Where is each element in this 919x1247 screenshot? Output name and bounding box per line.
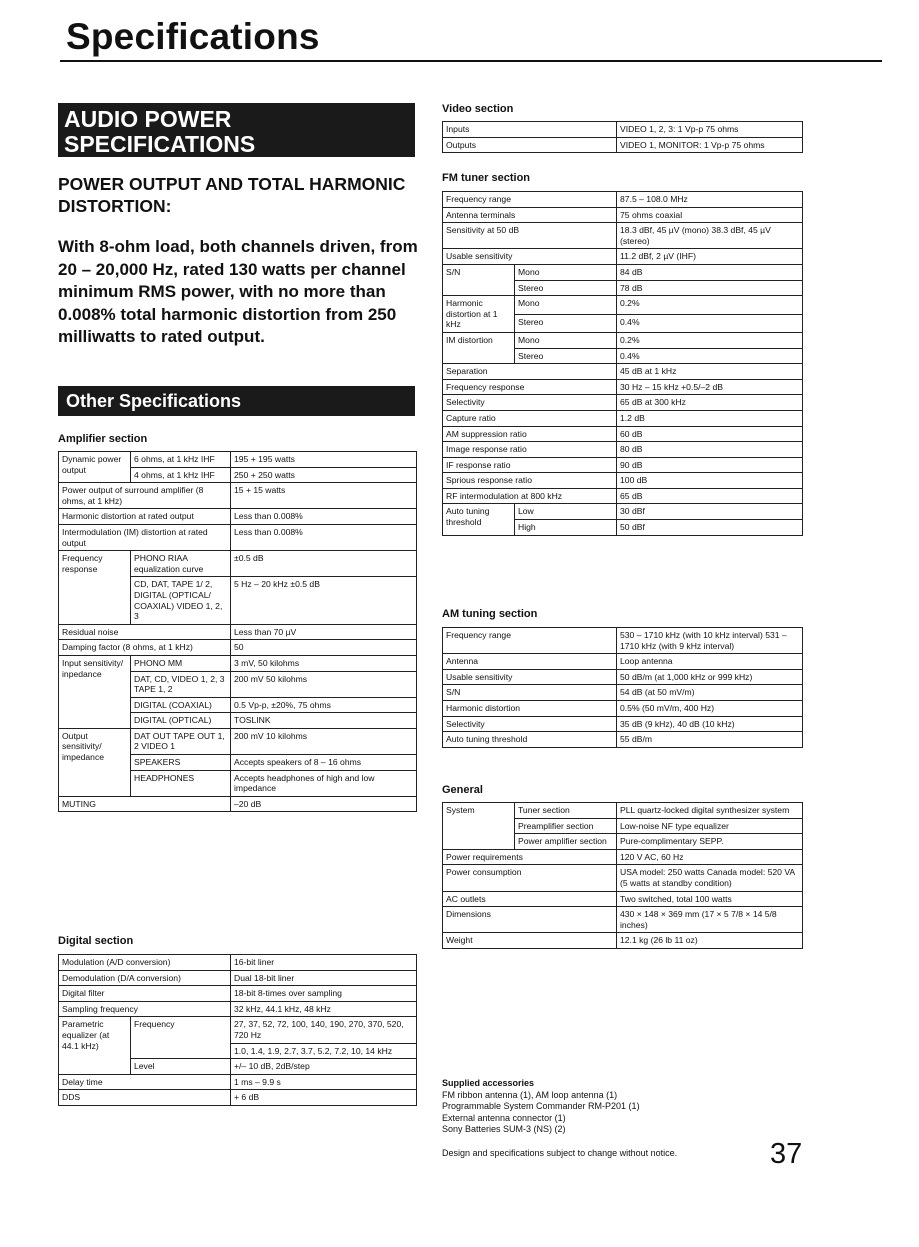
video-section-heading: Video section [442, 103, 514, 115]
table-cell: Low-noise NF type equalizer [617, 818, 803, 834]
table-cell: 530 – 1710 kHz (with 10 kHz interval) 531 – 1710 kHz (with 9 kHz interval) [617, 628, 803, 654]
table-cell: + 6 dB [231, 1090, 417, 1106]
table-cell: 32 kHz, 44.1 kHz, 48 kHz [231, 1001, 417, 1017]
table-cell: Tuner section [515, 803, 617, 819]
table-cell: 1 ms – 9.9 s [231, 1074, 417, 1090]
table-cell: 16-bit liner [231, 955, 417, 971]
table-cell: 65 dB at 300 kHz [617, 395, 803, 411]
table-cell: DAT OUT TAPE OUT 1, 2 VIDEO 1 [131, 728, 231, 754]
general-section-heading: General [442, 784, 483, 796]
table-cell: 0.2% [617, 296, 803, 314]
table-row [59, 955, 417, 971]
table-cell: 0.5% (50 mV/m, 400 Hz) [617, 700, 803, 716]
table-cell: Separation [443, 364, 617, 380]
table-cell: 55 dB/m [617, 732, 803, 748]
table-cell: Dual 18-bit liner [231, 970, 417, 986]
table-cell: 18.3 dBf, 45 µV (mono) 38.3 dBf, 45 µV (stereo) [617, 223, 803, 249]
table-cell: Sprious response ratio [443, 473, 617, 489]
table-cell: 0.4% [617, 314, 803, 332]
table-cell: Intermodulation (IM) distortion at rated output [59, 524, 231, 550]
table-cell: Delay time [59, 1074, 231, 1090]
table-cell: 65 dB [617, 488, 803, 504]
video-table [442, 121, 803, 153]
table-cell: Pure-complimentary SEPP. [617, 834, 803, 850]
table-cell: DIGITAL (OPTICAL) [131, 713, 231, 729]
table-cell: VIDEO 1, MONITOR: 1 Vp-p 75 ohms [617, 137, 803, 153]
table-cell: 1.2 dB [617, 410, 803, 426]
table-row [443, 364, 803, 380]
other-specifications-banner: Other Specifications [58, 386, 415, 416]
table-cell: 45 dB at 1 kHz [617, 364, 803, 380]
table-row [59, 655, 417, 671]
table-cell: 15 + 15 watts [231, 483, 417, 509]
table-row [443, 907, 803, 933]
table-row [443, 803, 803, 819]
table-row [59, 452, 417, 468]
table-cell: Power output of surround amplifier (8 ohms, at 1 kHz) [59, 483, 231, 509]
table-cell: USA model: 250 watts Canada model: 520 VA (5 watts at standby condition) [617, 865, 803, 891]
table-cell: 430 × 148 × 369 mm (17 × 5 7/8 × 14 5/8 inches) [617, 907, 803, 933]
table-cell: RF intermodulation at 800 kHz [443, 488, 617, 504]
table-cell: Stereo [515, 314, 617, 332]
power-output-statement: With 8-ohm load, both channels driven, from 20 – 20,000 Hz, rated 130 watts per channel minimum RMS power, with no more than 0.008% total harmonic distortion from 250 milliwatts to rated output. [58, 237, 418, 346]
table-cell: Frequency range [443, 628, 617, 654]
table-cell: Dynamic power output [59, 452, 131, 483]
list-item: Programmable System Commander RM-P201 (1) [442, 1101, 640, 1111]
table-row [443, 473, 803, 489]
table-cell: Power consumption [443, 865, 617, 891]
general-table [442, 802, 803, 949]
table-cell: CD, DAT, TAPE 1/ 2, DIGITAL (OPTICAL/ COAXIAL) VIDEO 1, 2, 3 [131, 577, 231, 624]
table-cell: 18-bit 8-times over sampling [231, 986, 417, 1002]
table-cell: 50 dBf [617, 520, 803, 536]
table-row [443, 223, 803, 249]
table-cell: 50 [231, 640, 417, 656]
table-row [59, 970, 417, 986]
table-cell: 4 ohms, at 1 kHz IHF [131, 467, 231, 483]
table-cell: System [443, 803, 515, 850]
table-cell: 80 dB [617, 442, 803, 458]
table-cell: Auto tuning threshold [443, 732, 617, 748]
table-cell: Loop antenna [617, 654, 803, 670]
table-row [443, 137, 803, 153]
table-row [443, 249, 803, 265]
table-row [443, 685, 803, 701]
table-row [59, 551, 417, 577]
table-cell: DAT, CD, VIDEO 1, 2, 3 TAPE 1, 2 [131, 671, 231, 697]
table-cell: High [515, 520, 617, 536]
table-row [443, 669, 803, 685]
table-cell: Mono [515, 296, 617, 314]
table-cell: Harmonic distortion at 1 kHz [443, 296, 515, 333]
table-row [59, 483, 417, 509]
table-cell: 84 dB [617, 264, 803, 280]
table-row [443, 192, 803, 208]
table-cell: Stereo [515, 280, 617, 296]
table-row [59, 624, 417, 640]
table-cell: Power requirements [443, 849, 617, 865]
table-cell: Parametric equalizer (at 44.1 kHz) [59, 1017, 131, 1074]
table-row [443, 122, 803, 138]
page-title: Specifications [66, 16, 320, 57]
table-row [59, 796, 417, 812]
table-cell: Level [131, 1059, 231, 1075]
table-cell: 0.5 Vp-p, ±20%, 75 ohms [231, 697, 417, 713]
table-cell: 200 mV 50 kilohms [231, 671, 417, 697]
table-row [443, 296, 803, 314]
audio-power-banner-text: AUDIO POWER SPECIFICATIONS [64, 106, 256, 157]
table-row [443, 700, 803, 716]
table-cell: Harmonic distortion at rated output [59, 509, 231, 525]
table-cell: S/N [443, 685, 617, 701]
table-cell: 78 dB [617, 280, 803, 296]
table-cell: 3 mV, 50 kilohms [231, 655, 417, 671]
fm-section-heading: FM tuner section [442, 172, 531, 184]
list-item: FM ribbon antenna (1), AM loop antenna (1) [442, 1089, 618, 1100]
table-cell: Accepts headphones of high and low impedance [231, 770, 417, 796]
table-cell: Modulation (A/D conversion) [59, 955, 231, 971]
table-cell: Digital filter [59, 986, 231, 1002]
table-cell: 195 + 195 watts [231, 452, 417, 468]
table-row [59, 1017, 417, 1043]
title-rule [60, 60, 882, 62]
page-number: 37 [770, 1138, 803, 1170]
table-cell: Capture ratio [443, 410, 617, 426]
table-cell: Input sensitivity/ inpedance [59, 655, 131, 728]
table-cell: Selectivity [443, 716, 617, 732]
am-section-heading: AM tuning section [442, 608, 538, 620]
table-row [443, 207, 803, 223]
table-row [443, 933, 803, 949]
table-cell: Frequency response [443, 379, 617, 395]
table-row [443, 442, 803, 458]
table-cell: 5 Hz – 20 kHz ±0.5 dB [231, 577, 417, 624]
table-cell: Output sensitivity/ impedance [59, 728, 131, 796]
table-cell: 100 dB [617, 473, 803, 489]
table-cell: 0.4% [617, 348, 803, 364]
table-cell: Damping factor (8 ohms, at 1 kHz) [59, 640, 231, 656]
table-cell: Usable sensitivity [443, 249, 617, 265]
table-cell: Antenna terminals [443, 207, 617, 223]
table-cell: 6 ohms, at 1 kHz IHF [131, 452, 231, 468]
table-cell: Antenna [443, 654, 617, 670]
table-cell: 0.2% [617, 332, 803, 348]
table-row [59, 524, 417, 550]
table-row [443, 628, 803, 654]
table-row [443, 332, 803, 348]
table-row [443, 457, 803, 473]
digital-section-heading: Digital section [58, 935, 134, 947]
table-cell: –20 dB [231, 796, 417, 812]
table-cell: Low [515, 504, 617, 520]
list-item: Sony Batteries SUM-3 (NS) (2) [442, 1124, 566, 1134]
table-cell: AM suppression ratio [443, 426, 617, 442]
table-cell: 75 ohms coaxial [617, 207, 803, 223]
fm-table [442, 191, 803, 536]
table-cell: 200 mV 10 kilohms [231, 728, 417, 754]
table-cell: 60 dB [617, 426, 803, 442]
table-cell: 12.1 kg (26 lb 11 oz) [617, 933, 803, 949]
table-cell: Less than 0.008% [231, 524, 417, 550]
table-cell: HEADPHONES [131, 770, 231, 796]
table-cell: Less than 0.008% [231, 509, 417, 525]
amplifier-section-heading: Amplifier section [58, 433, 148, 445]
footnote: Design and specifications subject to change without notice. [442, 1148, 678, 1158]
table-cell: Image response ratio [443, 442, 617, 458]
table-cell: Frequency response [59, 551, 131, 625]
table-row [443, 849, 803, 865]
table-cell: 11.2 dBf, 2 µV (IHF) [617, 249, 803, 265]
table-cell: Dimensions [443, 907, 617, 933]
table-row [59, 1074, 417, 1090]
table-cell: Mono [515, 332, 617, 348]
table-cell: Power amplifier section [515, 834, 617, 850]
supplied-accessories [442, 1078, 802, 1136]
table-cell: 120 V AC, 60 Hz [617, 849, 803, 865]
table-row [443, 865, 803, 891]
table-cell: Accepts speakers of 8 – 16 ohms [231, 755, 417, 771]
table-row [443, 732, 803, 748]
table-row [59, 1090, 417, 1106]
table-cell: MUTING [59, 796, 231, 812]
table-cell: Frequency [131, 1017, 231, 1059]
table-cell: 87.5 – 108.0 MHz [617, 192, 803, 208]
table-row [443, 716, 803, 732]
table-cell: VIDEO 1, 2, 3: 1 Vp-p 75 ohms [617, 122, 803, 138]
table-cell: Stereo [515, 348, 617, 364]
table-cell: Selectivity [443, 395, 617, 411]
table-cell: Sampling frequency [59, 1001, 231, 1017]
power-output-heading: POWER OUTPUT AND TOTAL HARMONIC DISTORTION: [58, 174, 406, 216]
table-cell: 90 dB [617, 457, 803, 473]
table-cell: 30 dBf [617, 504, 803, 520]
table-cell: IM distortion [443, 332, 515, 363]
table-cell: Weight [443, 933, 617, 949]
table-cell: 27, 37, 52, 72, 100, 140, 190, 270, 370, 520, 720 Hz [231, 1017, 417, 1043]
table-cell: 250 + 250 watts [231, 467, 417, 483]
table-cell: SPEAKERS [131, 755, 231, 771]
table-cell: PHONO MM [131, 655, 231, 671]
table-cell: 35 dB (9 kHz), 40 dB (10 kHz) [617, 716, 803, 732]
table-cell: PLL quartz-locked digital synthesizer system [617, 803, 803, 819]
list-item: External antenna connector (1) [442, 1112, 566, 1123]
am-table [442, 627, 803, 748]
table-row [59, 1001, 417, 1017]
table-cell: Frequency range [443, 192, 617, 208]
table-cell: Harmonic distortion [443, 700, 617, 716]
table-row [443, 264, 803, 280]
table-cell: 50 dB/m (at 1,000 kHz or 999 kHz) [617, 669, 803, 685]
table-cell: Preamplifier section [515, 818, 617, 834]
table-cell: 54 dB (at 50 mV/m) [617, 685, 803, 701]
table-cell: Two switched, total 100 watts [617, 891, 803, 907]
amplifier-table [58, 451, 417, 812]
table-cell: Residual noise [59, 624, 231, 640]
table-cell: Auto tuning threshold [443, 504, 515, 535]
table-cell: Less than 70 µV [231, 624, 417, 640]
table-cell: IF response ratio [443, 457, 617, 473]
table-cell: S/N [443, 264, 515, 295]
table-row [443, 504, 803, 520]
supplied-accessories-heading: Supplied accessories [442, 1078, 535, 1088]
audio-power-banner [58, 103, 415, 157]
table-row [443, 488, 803, 504]
digital-table [58, 954, 417, 1106]
table-cell: 30 Hz – 15 kHz +0.5/–2 dB [617, 379, 803, 395]
table-row [443, 654, 803, 670]
table-cell: AC outlets [443, 891, 617, 907]
table-cell: DIGITAL (COAXIAL) [131, 697, 231, 713]
table-row [443, 395, 803, 411]
table-cell: Inputs [443, 122, 617, 138]
table-cell: Mono [515, 264, 617, 280]
table-row [59, 986, 417, 1002]
table-cell: 1.0, 1.4, 1.9, 2.7, 3.7, 5.2, 7.2, 10, 14 kHz [231, 1043, 417, 1059]
table-row [59, 509, 417, 525]
table-cell: Usable sensitivity [443, 669, 617, 685]
table-row [59, 640, 417, 656]
table-row [443, 410, 803, 426]
table-row [443, 379, 803, 395]
table-cell: Demodulation (D/A conversion) [59, 970, 231, 986]
table-cell: TOSLINK [231, 713, 417, 729]
table-cell: DDS [59, 1090, 231, 1106]
table-cell: ±0.5 dB [231, 551, 417, 577]
table-row [443, 426, 803, 442]
table-row [59, 728, 417, 754]
table-cell: Sensitivity at 50 dB [443, 223, 617, 249]
table-cell: PHONO RIAA equalization curve [131, 551, 231, 577]
table-cell: +/– 10 dB, 2dB/step [231, 1059, 417, 1075]
table-row [443, 891, 803, 907]
table-cell: Outputs [443, 137, 617, 153]
